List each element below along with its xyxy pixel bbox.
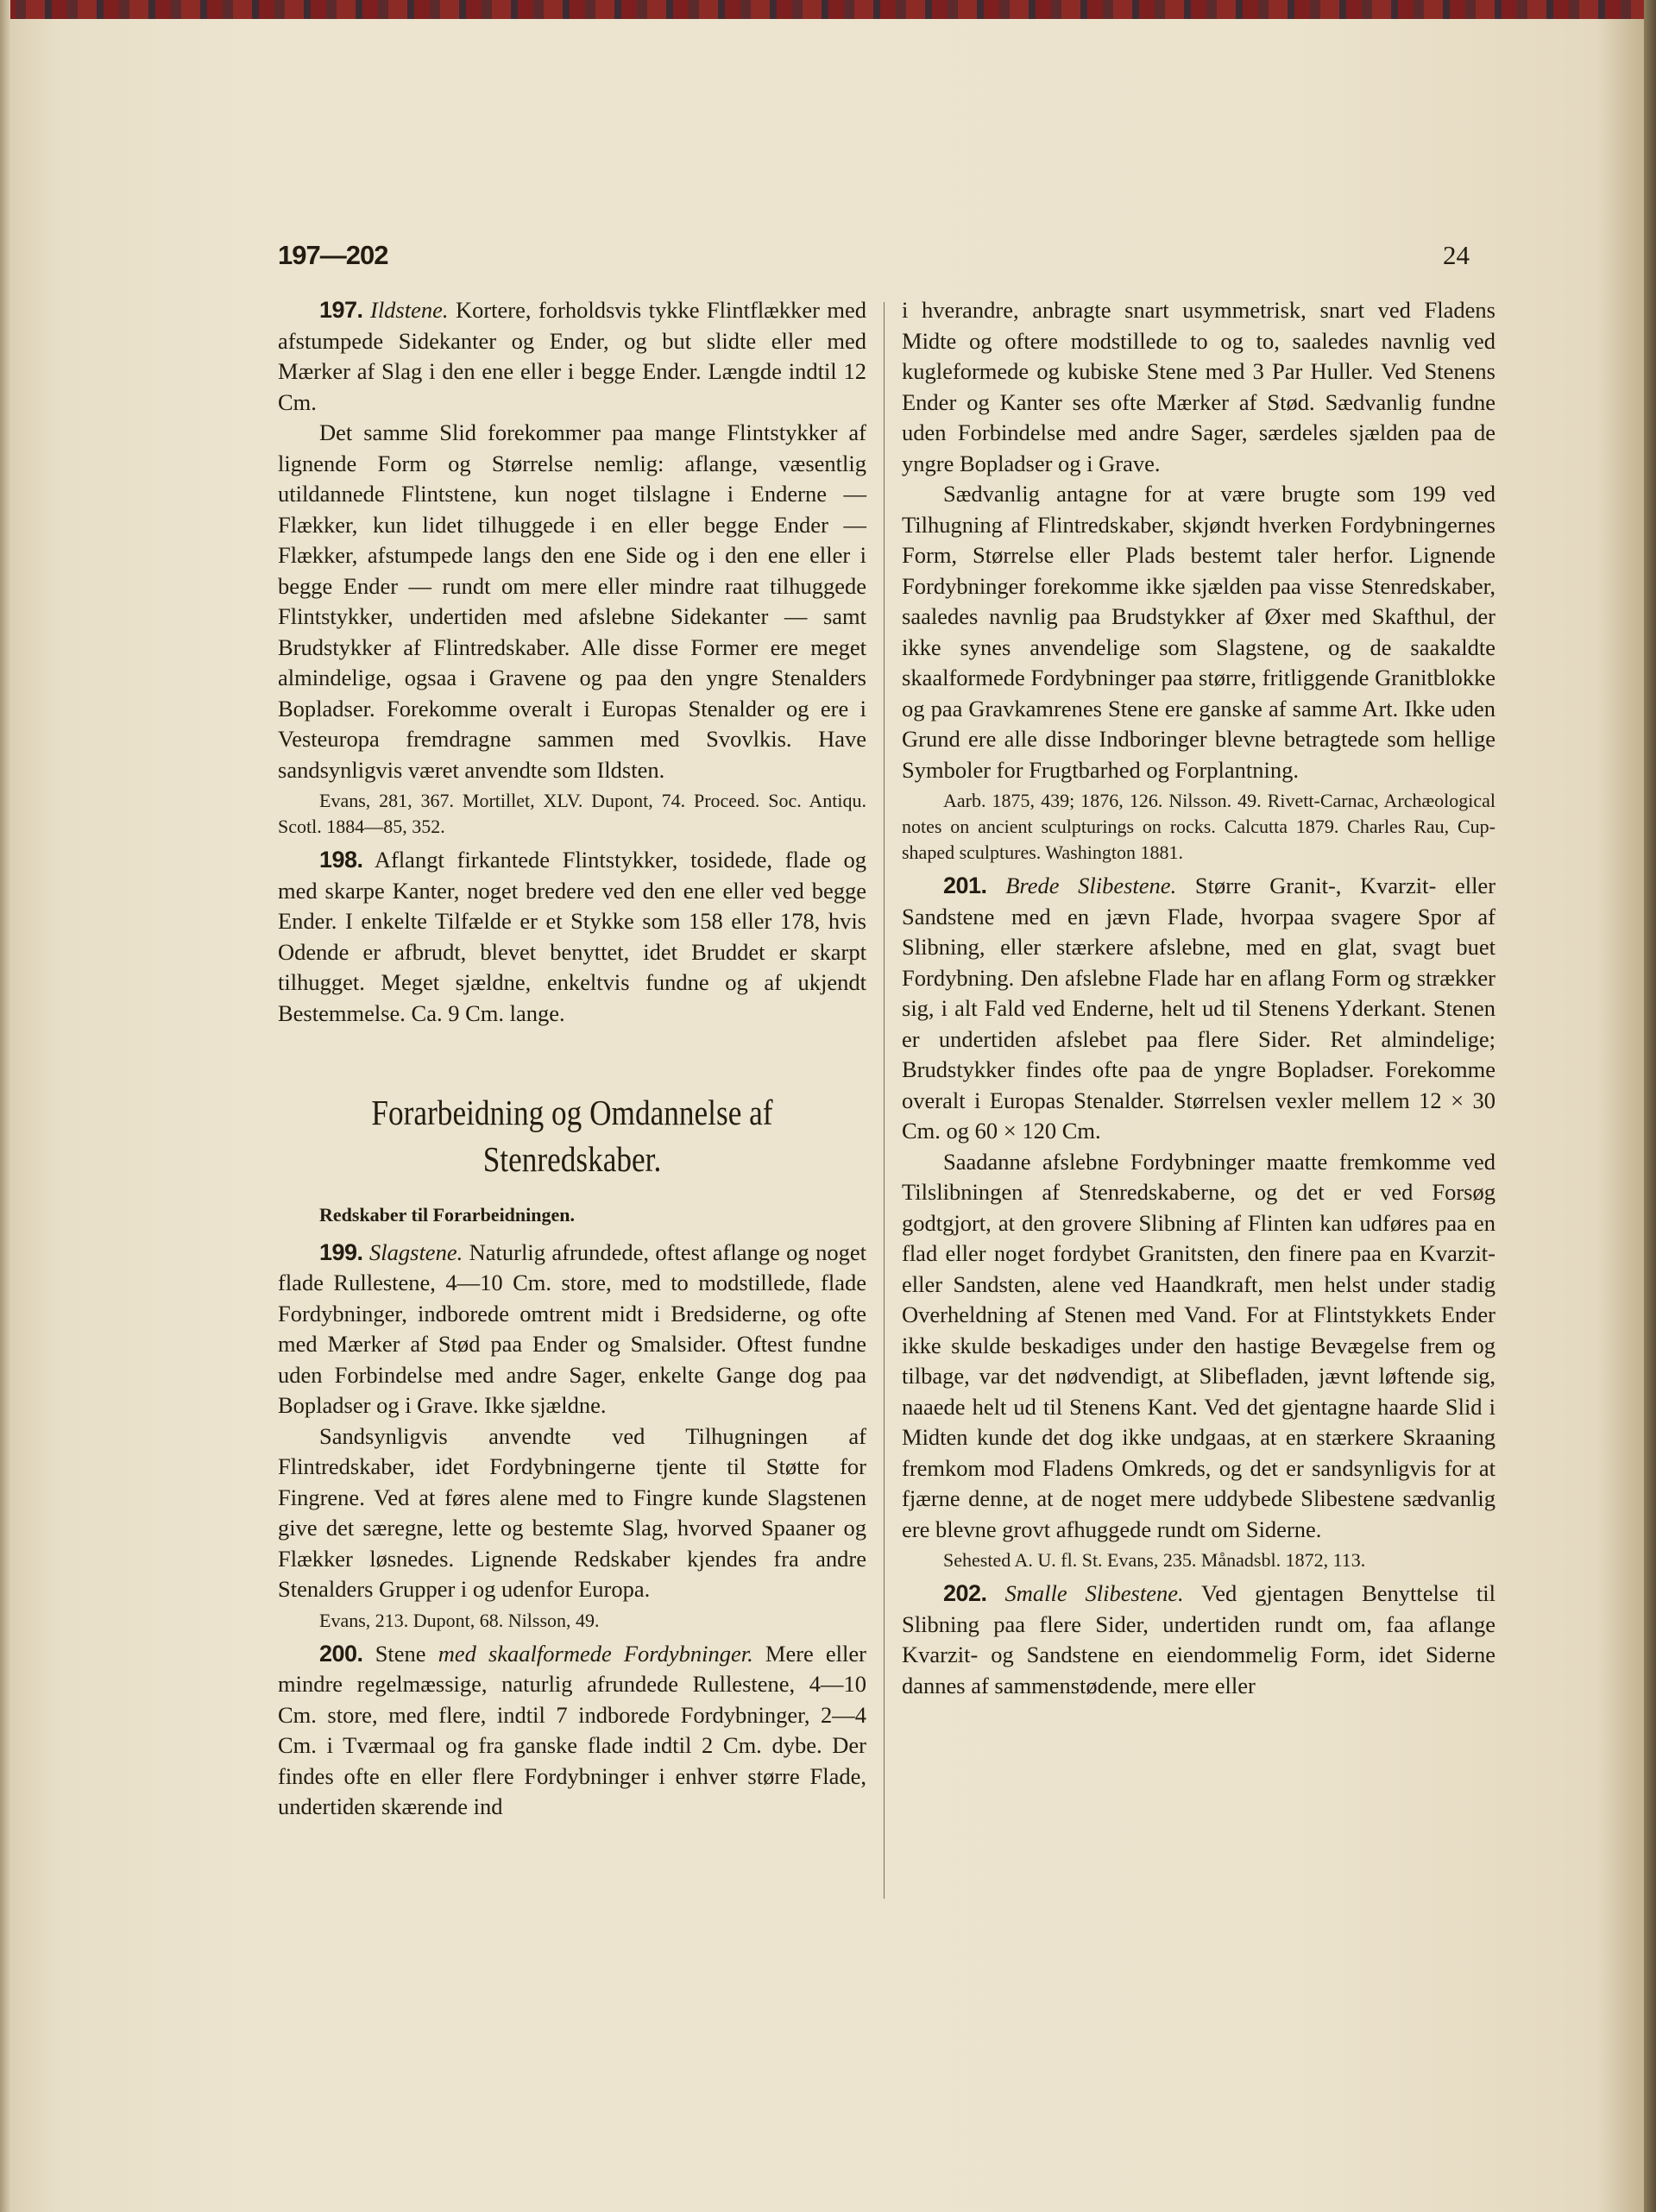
- entry-200: [278, 1639, 866, 1823]
- page-gutter: [0, 0, 10, 2212]
- entry-body: Mere eller mindre regelmæssige, naturlig afrundede Rullestene, 4—10 Cm. store, med flere, indtil 7 indborede Fordybninger, 2—4 Cm. i Tværmaal og fra ganske flade indtil 2 Cm. dybe. Der findes ofte en eller flere Fordybninger i enhver større Flade, undertiden skærende ind: [278, 1640, 866, 1819]
- reference-line: Sehested A. U. fl. St. Evans, 235. Månadsbl. 1872, 113.: [943, 1549, 1366, 1571]
- entry-number: 202.: [943, 1580, 987, 1606]
- subsection-heading: Redskaber til Forarbeidningen.: [319, 1204, 576, 1226]
- right-column: [902, 295, 1495, 1701]
- entry-paragraph: Det samme Slid forekommer paa mange Flintstykker af lignende Form og Størrelse nemlig: aflange, væsentlig utildannede Flintstene, kun noget tilslagne i Enderne — Flækker, kun lidet tilhuggede i en eller begge Ender — Flækker, afstumpede langs den ene Side og i den ene eller i begge Ender — rundt om mere eller mindre raat tilhuggede Flintstykker, undertiden med afslebne Sidekanter — samt Brudstykker af Flintredskaber. Alle disse Former ere meget almindelige, ogsaa i Gravene og paa den yngre Stenalders Bopladser. Forekomme overalt i Europas Stenalder og ere i Vesteuropa fremdragne sammen med Svovlkis. Have sandsynligvis været anvendte som Ildsten.: [278, 419, 866, 783]
- entry-number: 201.: [943, 873, 987, 898]
- entry-201: [902, 871, 1495, 1147]
- entry-paragraph: Sædvanlig antagne for at være brugte som 199 ved Tilhugning af Flintredskaber, skjøndt hverken Fordybningernes Form, Størrelse eller Plads bestemt taler herfor. Lignende Fordybninger forekomme ikke sjælden paa visse Stenredskaber, saaledes navnlig paa Brudstykker af Øxer med Skafthul, der ikke synes anvendelige som Slagstene, og de saakaldte skaalformede Fordybninger paa større, fritliggende Granitblokke og paa Gravkamrenes Stene ere ganske af samme Art. Ikke uden Grund ere alle disse Indboringer blevne betragtede som hellige Symboler for Frugtbarhed og Forplantning.: [902, 481, 1495, 783]
- section-title-line: Forarbeidning og Omdannelse af: [371, 1093, 773, 1132]
- entry-199: [278, 1238, 866, 1421]
- book-edge-right: [1644, 0, 1656, 2212]
- section-title-line: Stenredskaber.: [482, 1139, 662, 1179]
- entry-paragraph: Sandsynligvis anvendte ved Tilhugningen af Flintredskaber, idet Fordybningerne tjente til Støtte for Fingrene. Ved at føres alene med to Fingre kunde Slagstenen give det særegne, lette og bestemte Slag, hvorved Spaaner og Flækker løsnedes. Lignende Redskaber kjendes fra andre Stenalders Grupper i og udenfor Europa.: [278, 1422, 866, 1602]
- entry-number: 197.: [319, 297, 363, 323]
- reference-line: Evans, 281, 367. Mortillet, XLV. Dupont, 74. Proceed. Soc. Antiqu. Scotl. 1884—85, 352.: [278, 790, 866, 837]
- entry-body: Naturlig afrundede, oftest aflange og noget flade Rullestene, 4—10 Cm. store, med to modstillede, flade Fordybninger, indborede omtrent midt i Bredsiderne, og ofte med Mærker af Stød paa Ender og Smalsider. Oftest fundne uden Forbindelse med andre Sager, enkelte Gange dog paa Bopladser og i Grave. Ikke sjældne.: [278, 1238, 866, 1418]
- entry-number: 199.: [319, 1238, 363, 1265]
- section-title: [319, 1089, 826, 1182]
- binding-edge-top: [0, 0, 1656, 19]
- running-header-range: 197—202: [278, 240, 388, 270]
- reference-line: Evans, 213. Dupont, 68. Nilsson, 49.: [319, 1609, 600, 1631]
- entry-title: Smalle Slibestene.: [1004, 1580, 1184, 1606]
- entry-197: [278, 295, 866, 418]
- entry-body: Større Granit-, Kvarzit- eller Sandstene med en jævn Flade, hvorpaa svagere Spor af Slibning, eller stærkere afslebne, med en glat, svagt buet Fordybning. Den afslebne Flade har en aflang Form og strækker sig, i alt Fald ved Enderne, helt ud til Stenens Yderkant. Stenen er undertiden afslebet paa flere Sider. Ret almindelige; Brudstykker findes ofte paa de yngre Bopladser. Forekomme overalt i Europas Stenalder. Størrelsen vexler mellem 12 × 30 Cm. og 60 × 120 Cm.: [902, 873, 1496, 1144]
- column-divider: [884, 302, 885, 1899]
- entry-body: Ved gjentagen Benyttelse til Slibning paa flere Sider, undertiden rundt om, faa aflange Kvarzit- og Sandstene en eiendommelig Form, idet Siderne dannes af sammenstødende, mere eller: [902, 1580, 1495, 1698]
- entry-pre: Stene: [375, 1640, 426, 1667]
- reference-line: Aarb. 1875, 439; 1876, 126. Nilsson. 49. Rivett-Carnac, Archæological notes on ancient sculpturings on rocks. Calcutta 1879. Charles Rau, Cup-shaped sculptures. Washington 1881.: [902, 790, 1495, 863]
- entry-198: [278, 845, 866, 1029]
- entry-body: Aflangt firkantede Flintstykker, tosidede, flade og med skarpe Kanter, noget bredere ved den ene eller ved begge Ender. I enkelte Tilfælde er et Stykke som 158 eller 178, hvis Odende er afbrudt, blevet benyttet, idet Bruddet er skarpt tilhugget. Meget sjældne, enkeltvis fundne og af ukjendt Bestemmelse. Ca. 9 Cm. lange.: [278, 847, 866, 1026]
- entry-paragraph: Saadanne afslebne Fordybninger maatte fremkomme ved Tilslibningen af Stenredskaberne, og det er ved Forsøg godtgjort, at den grovere Slibning af Flinten kan udføres paa en flad eller noget fordybet Granitsten, den finere paa en Kvarzit- eller Sandsten, alene ved Haandkraft, men helst under stadig Overheldning af Stenen med Vand. For at Flintstykkets Ender ikke skulde beskadiges under den hastige Bevægelse frem og tilbage, var det nødvendigt, at Slibefladen, jævnt løftende sig, naaede helt ud til Stenens Kant. Ved det gjentagne haarde Slid i Midten kunde det dog ikke undgaas, at en stærkere Skraaning fremkom mod Fladens Omkreds, og det er sandsynligvis for at fjærne denne, at de noget mere uddybede Slibestene sædvanlig ere blevne grovt afhuggede rundt om Siderne.: [902, 1148, 1495, 1542]
- entry-title: med skaalformede Fordybninger.: [438, 1640, 753, 1667]
- entry-202: [902, 1579, 1495, 1701]
- entry-number: 200.: [319, 1640, 363, 1667]
- entry-number: 198.: [319, 847, 363, 873]
- entry-title: Ildstene.: [370, 297, 449, 323]
- entry-200-continued: i hverandre, anbragte snart usymmetrisk, snart ved Fladens Midte og oftere modstillede to og to, saaledes navnlig ved kugleformede og kubiske Stene med 3 Par Huller. Ved Stenens Ender og Kanter ses ofte Mærker af Stød. Sædvanlig fundne uden Forbindelse med andre Sager, særdeles sjælden paa de yngre Bopladser og i Grave.: [902, 297, 1495, 476]
- left-column: [278, 295, 866, 1823]
- entry-title: Slagstene.: [369, 1238, 463, 1265]
- entry-body: Kortere, forholdsvis tykke Flintflækker med afstumpede Sidekanter og Ender, og but slidte eller med Mærker af Slag i den ene eller i begge Ender. Længde indtil 12 Cm.: [278, 297, 867, 415]
- page-number: 24: [1443, 240, 1470, 270]
- entry-title: Brede Slibestene.: [1005, 873, 1177, 898]
